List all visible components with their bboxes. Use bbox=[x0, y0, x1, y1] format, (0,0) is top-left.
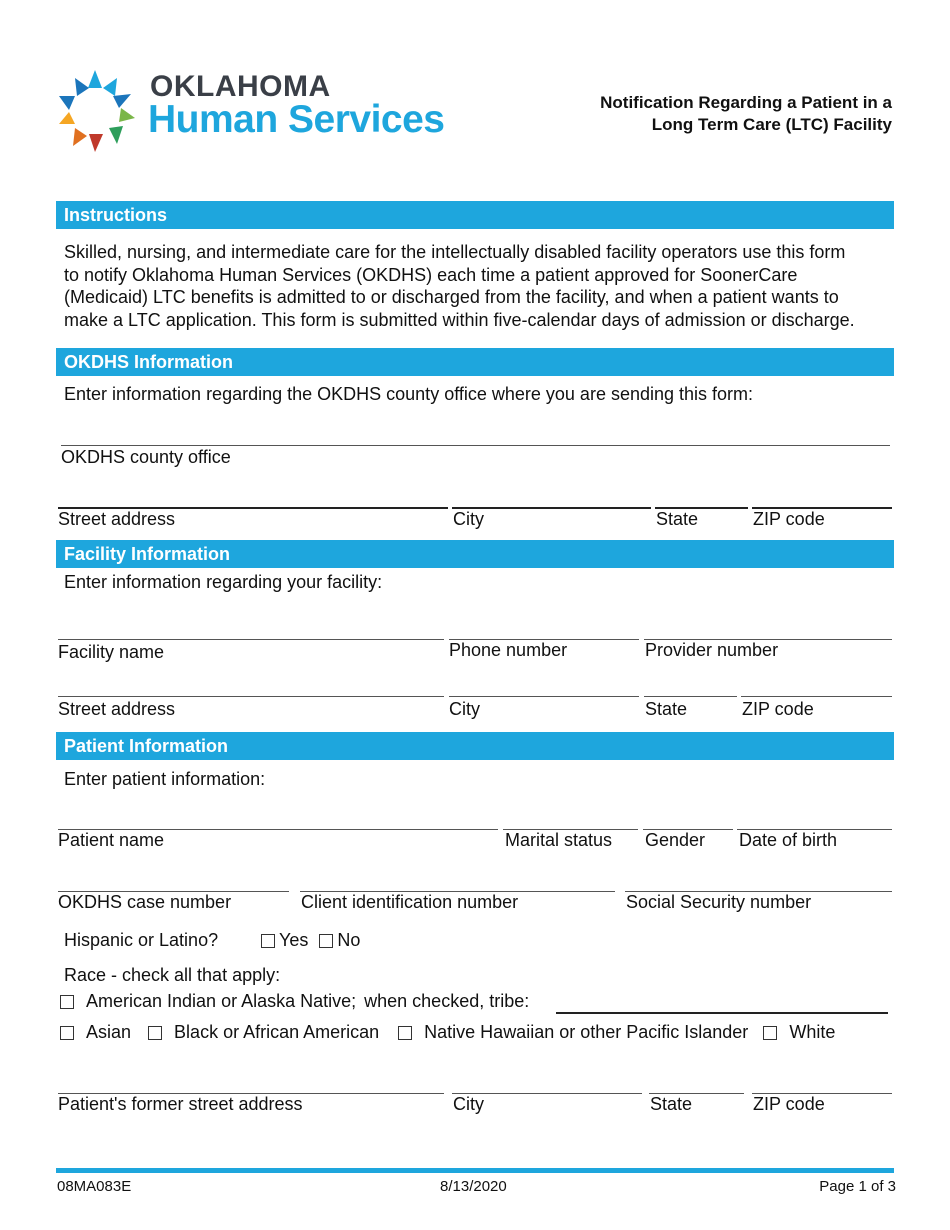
tribe-field[interactable] bbox=[556, 1012, 888, 1014]
form-title-line2: Long Term Care (LTC) Facility bbox=[651, 115, 892, 134]
hispanic-yes-checkbox[interactable] bbox=[261, 934, 275, 948]
race-nhpi-checkbox[interactable] bbox=[398, 1026, 412, 1040]
race-asian-checkbox[interactable] bbox=[60, 1026, 74, 1040]
hispanic-label: Hispanic or Latino? bbox=[64, 930, 219, 950]
race-nhpi-label: Native Hawaiian or other Pacific Islander bbox=[424, 1022, 749, 1042]
facility-zip-field[interactable] bbox=[741, 696, 892, 697]
facility-street-label: Street address bbox=[58, 699, 176, 719]
okdhs-street-label: Street address bbox=[58, 509, 176, 529]
gender-label: Gender bbox=[645, 830, 706, 850]
form-id: 08MA083E bbox=[57, 1178, 132, 1195]
page-number: Page 1 of 3 bbox=[819, 1178, 896, 1195]
patient-prompt: Enter patient information: bbox=[64, 769, 266, 789]
former-city-label: City bbox=[453, 1094, 484, 1114]
instructions-line: to notify Oklahoma Human Services (OKDHS) each time a patient approved for SoonerCare bbox=[64, 264, 798, 285]
facility-zip-label: ZIP code bbox=[742, 699, 814, 719]
facility-city-field[interactable] bbox=[449, 696, 639, 697]
race-asian-label: Asian bbox=[86, 1022, 132, 1042]
facility-heading: Facility Information bbox=[56, 540, 894, 568]
former-state-label: State bbox=[650, 1094, 693, 1114]
footer-divider bbox=[56, 1168, 894, 1173]
form-date: 8/13/2020 bbox=[440, 1178, 507, 1195]
client-id-label: Client identification number bbox=[301, 892, 519, 912]
tribe-label: when checked, tribe: bbox=[364, 991, 530, 1011]
ssn-label: Social Security number bbox=[626, 892, 812, 912]
facility-provider-label: Provider number bbox=[645, 640, 779, 660]
race-row-others bbox=[60, 1022, 835, 1043]
facility-prompt: Enter information regarding your facility: bbox=[64, 572, 383, 592]
race-aian-label: American Indian or Alaska Native; bbox=[86, 991, 357, 1011]
facility-state-field[interactable] bbox=[644, 696, 737, 697]
logo-text-human-services: Human Services bbox=[148, 98, 445, 141]
instructions-heading: Instructions bbox=[56, 201, 894, 229]
marital-status-label: Marital status bbox=[505, 830, 613, 850]
race-row-aian bbox=[60, 991, 529, 1012]
facility-name-label: Facility name bbox=[58, 642, 165, 662]
instructions-text bbox=[64, 241, 894, 331]
facility-state-label: State bbox=[645, 699, 688, 719]
former-street-label: Patient's former street address bbox=[58, 1094, 303, 1114]
hispanic-no-checkbox[interactable] bbox=[319, 934, 333, 948]
race-black-checkbox[interactable] bbox=[148, 1026, 162, 1040]
case-number-label: OKDHS case number bbox=[58, 892, 232, 912]
okdhs-state-label: State bbox=[656, 509, 699, 529]
instructions-line: (Medicaid) LTC benefits is admitted to or discharged from the facility, and when a patient wants to bbox=[64, 287, 839, 307]
form-title-line1: Notification Regarding a Patient in a bbox=[600, 93, 892, 112]
race-aian-checkbox[interactable] bbox=[60, 995, 74, 1009]
county-office-field[interactable] bbox=[61, 445, 890, 446]
logo-text-oklahoma: OKLAHOMA bbox=[150, 70, 331, 103]
okdhs-zip-label: ZIP code bbox=[753, 509, 825, 529]
ohs-logo-mark-icon bbox=[55, 66, 140, 154]
race-black-label: Black or African American bbox=[174, 1022, 380, 1042]
okdhs-city-label: City bbox=[453, 509, 484, 529]
facility-street-field[interactable] bbox=[58, 696, 444, 697]
patient-heading: Patient Information bbox=[56, 732, 894, 760]
patient-name-label: Patient name bbox=[58, 830, 165, 850]
county-office-label: OKDHS county office bbox=[61, 447, 231, 467]
dob-label: Date of birth bbox=[739, 830, 838, 850]
race-white-checkbox[interactable] bbox=[763, 1026, 777, 1040]
former-zip-label: ZIP code bbox=[753, 1094, 825, 1114]
instructions-line: make a LTC application. This form is submitted within five-calendar days of admission or discharge. bbox=[64, 309, 855, 330]
instructions-line: Skilled, nursing, and intermediate care for the intellectually disabled facility operators use this form bbox=[64, 242, 846, 262]
form-title bbox=[532, 92, 892, 136]
facility-city-label: City bbox=[449, 699, 480, 719]
hispanic-no-label: No bbox=[337, 930, 361, 950]
hispanic-yes-label: Yes bbox=[279, 930, 309, 950]
okdhs-heading: OKDHS Information bbox=[56, 348, 894, 376]
race-prompt: Race - check all that apply: bbox=[64, 965, 281, 985]
facility-name-field[interactable] bbox=[58, 639, 444, 640]
hispanic-options bbox=[261, 930, 360, 951]
okdhs-prompt: Enter information regarding the OKDHS county office where you are sending this form: bbox=[64, 384, 754, 404]
facility-phone-label: Phone number bbox=[449, 640, 568, 660]
race-white-label: White bbox=[789, 1022, 836, 1042]
